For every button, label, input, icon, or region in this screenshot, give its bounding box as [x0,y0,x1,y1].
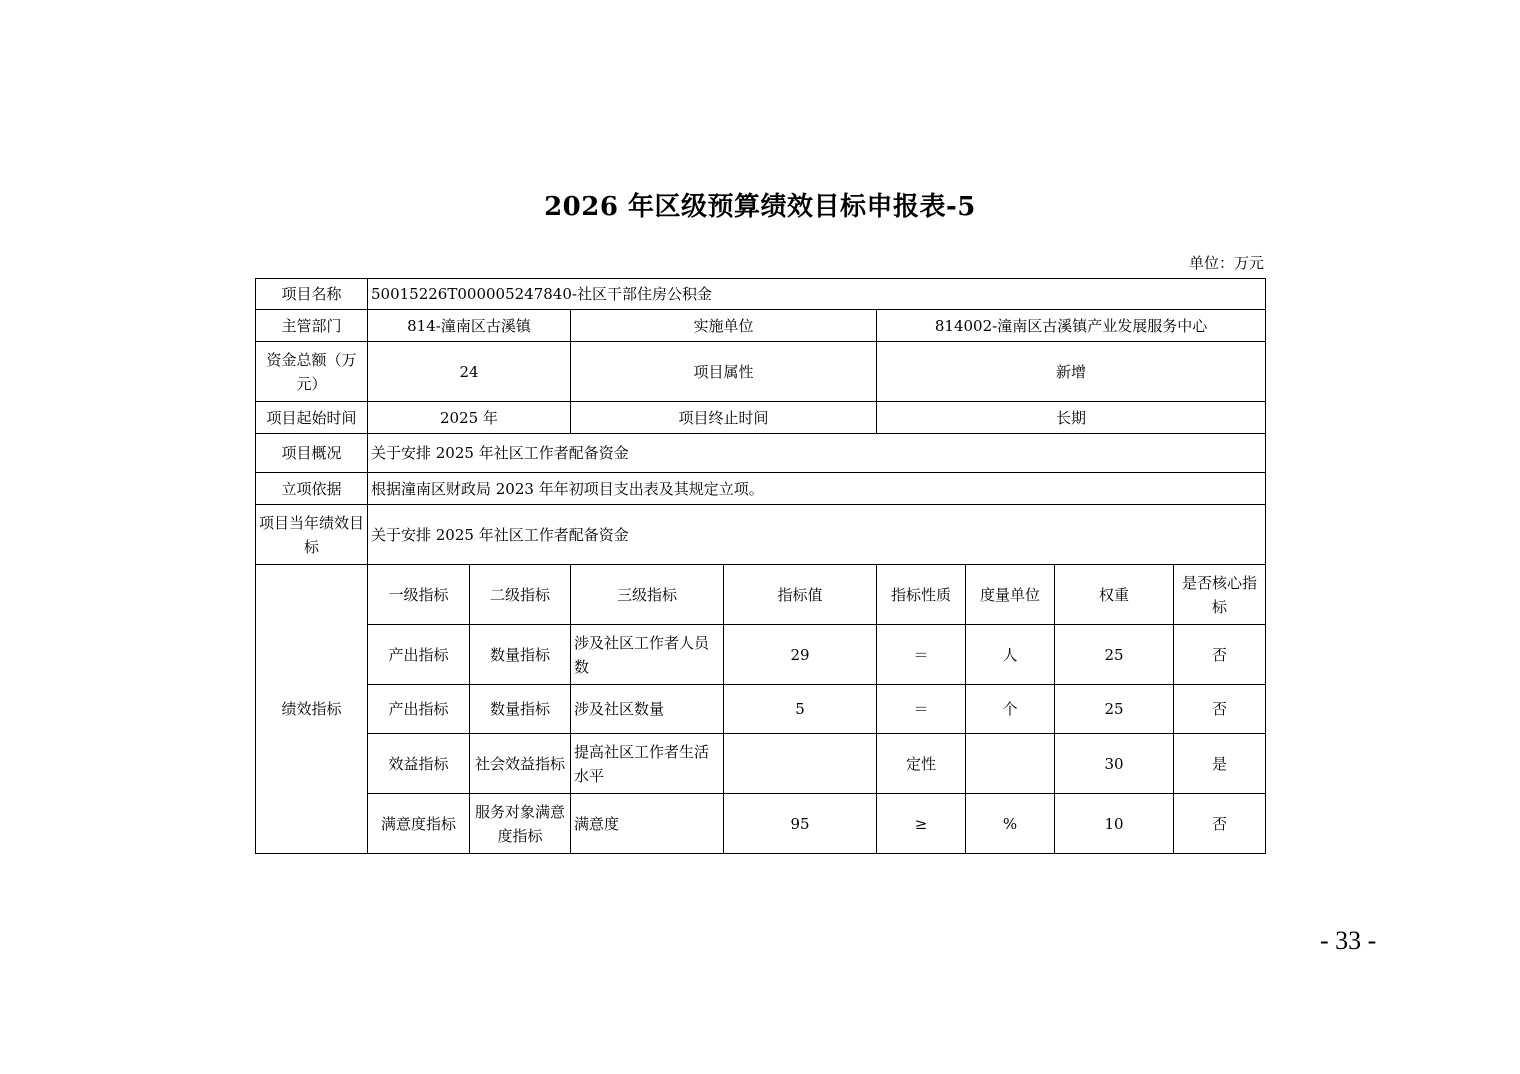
perf-header-cell: 二级指标 [470,565,571,625]
row-goal [256,505,1266,565]
basis-value: 根据潼南区财政局 2023 年年初项目支出表及其规定立项。 [368,473,1266,505]
start-label: 项目起始时间 [256,402,368,434]
performance-target-form [255,278,1266,854]
perf-cell: 5 [724,685,877,734]
row-basis [256,473,1266,505]
perf-header-cell: 是否核心指标 [1174,565,1266,625]
fund-value: 24 [368,342,571,402]
perf-cell: 否 [1174,625,1266,685]
perf-cell: 产出指标 [368,625,470,685]
perf-cell: 涉及社区数量 [571,685,724,734]
perf-row [256,685,1266,734]
perf-header-cell: 度量单位 [966,565,1055,625]
perf-cell: 满意度指标 [368,794,470,854]
perf-cell: 满意度 [571,794,724,854]
row-period [256,402,1266,434]
row-department [256,310,1266,342]
unit-label: 单位：万元 [1188,254,1264,272]
perf-header-cell: 一级指标 [368,565,470,625]
perf-cell: 涉及社区工作者人员数 [571,625,724,685]
perf-cell: 定性 [877,734,966,794]
perf-cell: 是 [1174,734,1266,794]
perf-header-row [256,565,1266,625]
perf-cell [724,734,877,794]
perf-label: 绩效指标 [256,565,368,854]
perf-cell: 提高社区工作者生活水平 [571,734,724,794]
project-name-value: 50015226T000005247840-社区干部住房公积金 [368,279,1266,310]
perf-row [256,734,1266,794]
perf-cell: 29 [724,625,877,685]
perf-cell: 否 [1174,794,1266,854]
perf-header-cell: 指标性质 [877,565,966,625]
dept-value: 814-潼南区古溪镇 [368,310,571,342]
perf-cell: 10 [1055,794,1174,854]
page-number: - 33 - [1320,926,1377,955]
document-title: 2026 年区级预算绩效目标申报表-5 [544,192,976,222]
perf-header-cell: 三级指标 [571,565,724,625]
end-value: 长期 [877,402,1266,434]
impl-value: 814002-潼南区古溪镇产业发展服务中心 [877,310,1266,342]
basis-label: 立项依据 [256,473,368,505]
goal-value: 关于安排 2025 年社区工作者配备资金 [368,505,1266,565]
dept-label: 主管部门 [256,310,368,342]
perf-cell: 数量指标 [470,625,571,685]
overview-value: 关于安排 2025 年社区工作者配备资金 [368,434,1266,473]
perf-cell: 产出指标 [368,685,470,734]
perf-cell: 25 [1055,685,1174,734]
perf-cell: ＝ [877,625,966,685]
goal-label: 项目当年绩效目标 [256,505,368,565]
perf-cell: ＝ [877,685,966,734]
perf-cell [966,734,1055,794]
perf-cell: 否 [1174,685,1266,734]
perf-cell: 数量指标 [470,685,571,734]
impl-label: 实施单位 [571,310,877,342]
row-overview [256,434,1266,473]
attr-value: 新增 [877,342,1266,402]
overview-label: 项目概况 [256,434,368,473]
perf-cell: ≥ [877,794,966,854]
perf-row [256,625,1266,685]
perf-cell: 效益指标 [368,734,470,794]
perf-cell: 人 [966,625,1055,685]
perf-cell: 社会效益指标 [470,734,571,794]
perf-cell: 服务对象满意度指标 [470,794,571,854]
perf-cell: 30 [1055,734,1174,794]
perf-cell: 25 [1055,625,1174,685]
end-label: 项目终止时间 [571,402,877,434]
row-project-name [256,279,1266,310]
perf-cell: 个 [966,685,1055,734]
perf-header-cell: 权重 [1055,565,1174,625]
row-fund [256,342,1266,402]
perf-row [256,794,1266,854]
fund-label: 资金总额（万元） [256,342,368,402]
project-name-label: 项目名称 [256,279,368,310]
perf-cell: 95 [724,794,877,854]
attr-label: 项目属性 [571,342,877,402]
start-value: 2025 年 [368,402,571,434]
perf-header-cell: 指标值 [724,565,877,625]
perf-cell: % [966,794,1055,854]
